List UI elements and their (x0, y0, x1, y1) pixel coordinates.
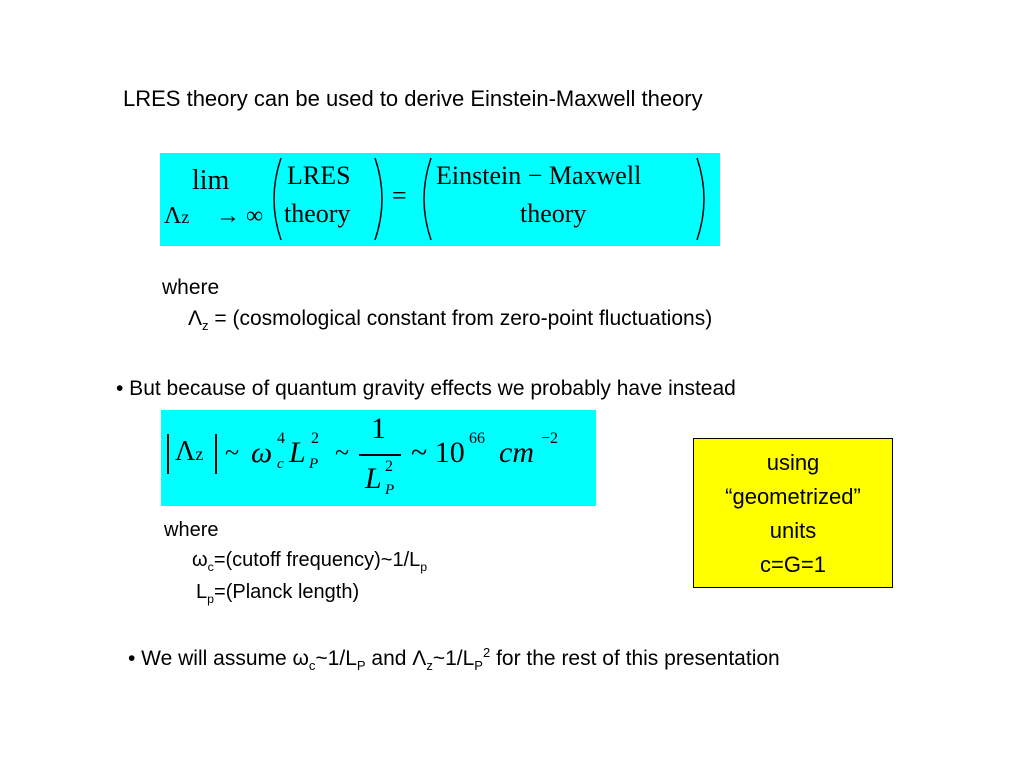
fraction-denominator-exponent: 2 (385, 458, 393, 475)
squared-superscript: 2 (482, 645, 491, 660)
power-minus-2: −2 (541, 430, 559, 447)
omega-definition (192, 548, 427, 572)
assumption-part-5: for the rest of this presentation (490, 647, 780, 670)
lambda-glyph: Λ (164, 203, 182, 229)
assumption-part-4: ~1/L (432, 647, 475, 670)
omega-exponent: 4 (277, 430, 285, 447)
tilde-2: ~ (335, 438, 350, 467)
fraction-bar (359, 454, 401, 456)
lambda-glyph: Λ (175, 436, 196, 467)
abs-bar-left (167, 434, 169, 474)
right-paren-icon (694, 156, 714, 242)
equals-sign: = (392, 181, 407, 210)
p-subscript: P (474, 658, 483, 674)
arrow-infinity: → ∞ (216, 203, 264, 229)
assumption-part-2: ~1/L (315, 647, 357, 670)
note-line-1: using (766, 450, 820, 475)
note-line-3: units (769, 518, 817, 543)
left-paren-icon (414, 156, 434, 242)
einstein-maxwell-text: Einstein − Maxwell (436, 161, 642, 190)
lambda-z-symbol (175, 436, 203, 468)
omega-subscript: c (207, 560, 214, 574)
lim-text: lim (192, 165, 230, 196)
slide-heading: LRES theory can be used to derive Einstein-Maxwell theory (123, 86, 703, 111)
fraction-numerator: 1 (371, 412, 386, 445)
lambda-z-symbol (164, 203, 189, 230)
l-glyph: L (196, 581, 208, 603)
planck-length-definition (196, 580, 359, 604)
where-label: where (162, 276, 220, 299)
p-subscript: p (207, 592, 215, 606)
where-label: where (164, 519, 219, 541)
lres-text: LRES (287, 161, 351, 190)
assumption-part-3: and Λ (365, 647, 427, 670)
z-subscript: z (426, 658, 433, 674)
omega-glyph: ω (192, 549, 208, 571)
omega-definition-text: =(cutoff frequency)~1/L (213, 549, 421, 571)
note-line-4: c=G=1 (759, 552, 827, 577)
tilde-ten: ~ 10 (411, 436, 465, 469)
planck-length-exponent: 2 (311, 430, 319, 447)
abs-bar-right (215, 434, 217, 474)
theory-left-text: theory (284, 199, 351, 228)
z-subscript: z (181, 207, 190, 227)
bullet-assumption (128, 645, 780, 674)
bullet-quantum-gravity: • But because of quantum gravity effects we probably have instead (116, 377, 736, 400)
equation-limit-box (160, 153, 720, 246)
lambda-definition-text: = (cosmological constant from zero-point fluctuations) (208, 307, 713, 330)
note-line-2: “geometrized” (725, 484, 861, 509)
cm-unit: cm (499, 436, 534, 469)
right-paren-icon (372, 156, 392, 242)
power-66: 66 (469, 430, 485, 447)
equation-lambda-scaling-box (161, 410, 596, 506)
fraction-denominator-L: L (365, 462, 382, 495)
c-subscript: c (308, 658, 316, 674)
lambda-definition (188, 306, 713, 334)
geometrized-units-note (693, 438, 893, 588)
p-subscript: p (420, 560, 428, 574)
p-subscript: P (356, 658, 366, 674)
assumption-part-1: • We will assume ω (128, 647, 309, 670)
z-subscript: z (195, 444, 204, 464)
planck-length-symbol: L (289, 436, 306, 469)
planck-length-subscript: P (309, 456, 319, 472)
fraction-denominator-subscript: P (385, 482, 395, 498)
tilde-1: ~ (225, 438, 240, 467)
planck-length-definition-text: =(Planck length) (214, 581, 360, 603)
left-paren-icon (264, 156, 284, 242)
theory-right-text: theory (520, 199, 587, 228)
omega-symbol: ω (251, 436, 273, 469)
lambda-glyph: Λ (188, 307, 203, 330)
z-subscript: z (202, 318, 209, 334)
omega-subscript: c (277, 456, 284, 472)
